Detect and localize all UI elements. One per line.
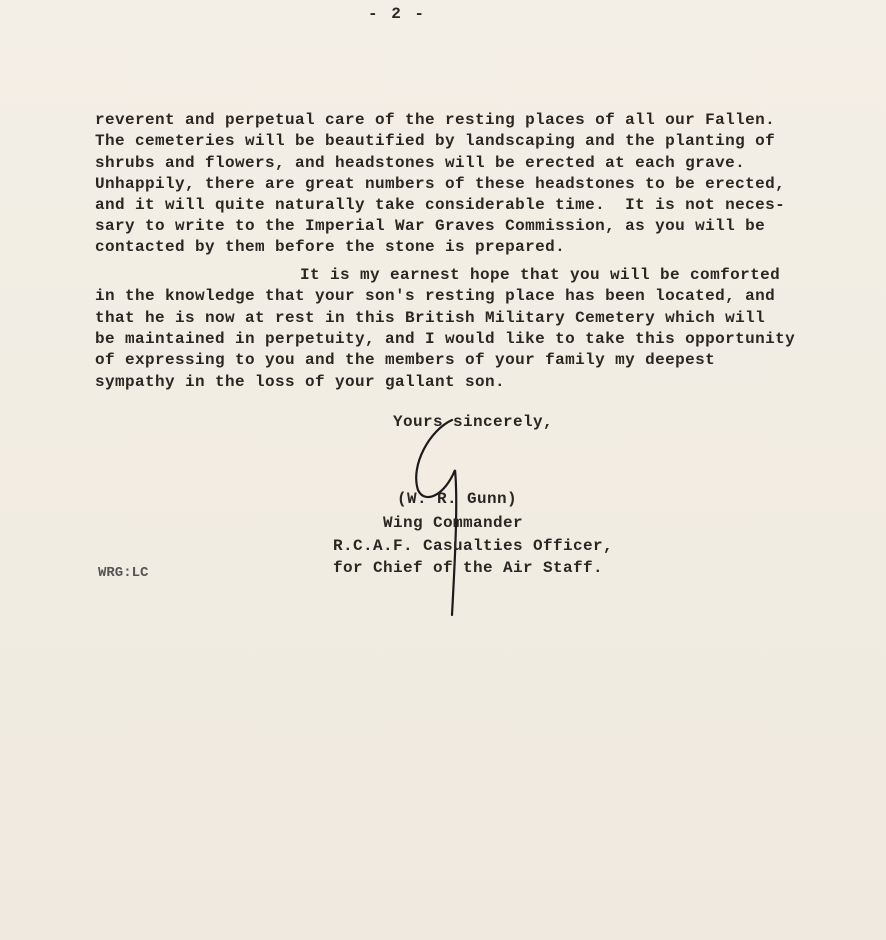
signatory-rank: Wing Commander	[383, 514, 524, 532]
signatory-name: (W. R. Gunn)	[397, 490, 518, 508]
reference-initials: WRG:LC	[98, 565, 149, 581]
body-line: It is my earnest hope that you will be comforted	[300, 266, 781, 284]
body-line: that he is now at rest in this British Military Cemetery which will	[95, 309, 766, 327]
body-line: be maintained in perpetuity, and I would like to take this opportunity	[95, 330, 796, 348]
closing: Yours sincerely,	[393, 413, 554, 431]
body-line: of expressing to you and the members of your family my deepest	[95, 351, 716, 369]
body-line: and it will quite naturally take considerable time. It is not neces-	[95, 196, 786, 214]
body-line: reverent and perpetual care of the resting places of all our Fallen.	[95, 111, 776, 129]
body-line: sary to write to the Imperial War Graves Commission, as you will be	[95, 217, 766, 235]
body-line: The cemeteries will be beautified by landscaping and the planting of	[95, 132, 776, 150]
body-line: in the knowledge that your son's resting place has been located, and	[95, 287, 776, 305]
page-number: - 2 -	[368, 5, 427, 23]
body-line: Unhappily, there are great numbers of these headstones to be erected,	[95, 175, 786, 193]
body-line: sympathy in the loss of your gallant son.	[95, 373, 506, 391]
body-line: shrubs and flowers, and headstones will be erected at each grave.	[95, 154, 746, 172]
signatory-for: for Chief of the Air Staff.	[333, 559, 604, 577]
body-line: contacted by them before the stone is prepared.	[95, 238, 566, 256]
signatory-title: R.C.A.F. Casualties Officer,	[333, 537, 614, 555]
